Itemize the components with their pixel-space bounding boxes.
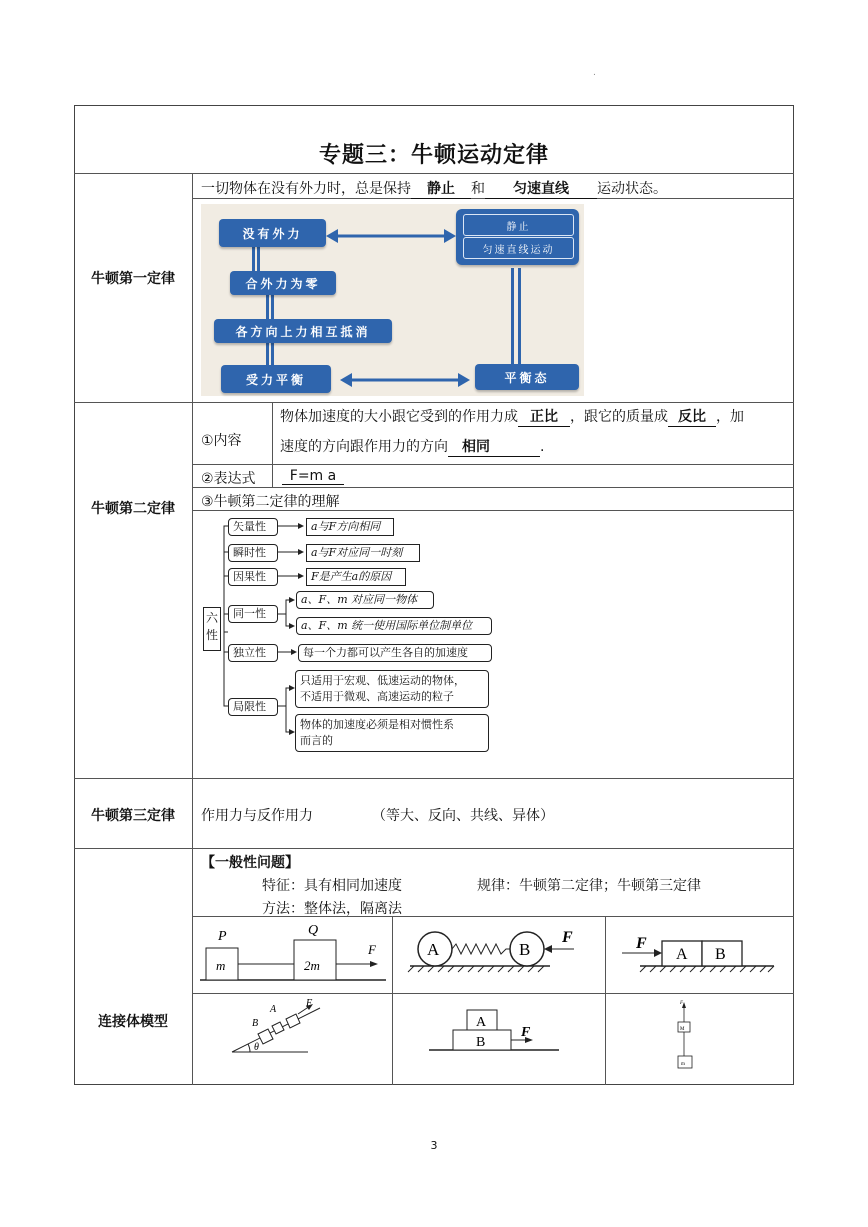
flow-connector bbox=[511, 268, 521, 364]
flow-equilibrium: 平衡态 bbox=[475, 364, 579, 390]
desc-limitation-2 bbox=[295, 714, 489, 752]
expression-label: ②表达式 bbox=[201, 471, 256, 487]
prop-instantaneous: 瞬时性 bbox=[228, 544, 278, 562]
page-title: 专题三：牛顿运动定律 bbox=[318, 143, 549, 168]
col-divider bbox=[272, 402, 273, 487]
prop-limitation: 局限性 bbox=[228, 698, 278, 716]
second-law-label: 牛顿第二定律 bbox=[91, 501, 175, 517]
six-properties-label: 六性 bbox=[203, 607, 221, 651]
connected-label: 连接体模型 bbox=[98, 1014, 168, 1030]
col-divider bbox=[392, 916, 393, 1085]
label-f: F bbox=[368, 942, 376, 957]
desc-causal: F是产生a的原因 bbox=[306, 568, 406, 586]
prop-causal: 因果性 bbox=[228, 568, 278, 586]
label-b: B bbox=[476, 1035, 486, 1050]
row-divider bbox=[193, 993, 794, 994]
flow-no-force: 没有外力 bbox=[219, 219, 326, 247]
double-arrow-icon bbox=[340, 370, 470, 390]
flow-connector bbox=[252, 246, 260, 272]
content-text: ，跟它的质量成 bbox=[570, 409, 668, 425]
understanding-label: ③牛顿第二定律的理解 bbox=[201, 494, 340, 510]
desc-limitation-1 bbox=[295, 670, 489, 708]
label-p: P bbox=[218, 929, 227, 944]
rule-text: 规律：牛顿第二定律；牛顿第三定律 bbox=[477, 878, 701, 894]
third-law-note: （等大、反向、共线、异体） bbox=[372, 808, 554, 824]
row-divider bbox=[74, 778, 794, 779]
prop-identity: 同一性 bbox=[228, 605, 278, 623]
page-number: 3 bbox=[430, 1139, 438, 1152]
desc-identity-1: a、F、m 对应同一物体 bbox=[296, 591, 434, 609]
desc-line: 物体的加速度必须是相对惯性系 bbox=[300, 718, 454, 731]
third-law-label: 牛顿第三定律 bbox=[91, 808, 175, 824]
blank-rest: 静止 bbox=[411, 178, 471, 199]
method-text: 方法：整体法，隔离法 bbox=[262, 901, 402, 917]
desc-identity-2: a、F、m 统一使用国际单位制单位 bbox=[296, 617, 492, 635]
content-line-2 bbox=[280, 436, 544, 457]
expression-value bbox=[282, 468, 344, 485]
desc-instantaneous: a与F对应同一时刻 bbox=[306, 544, 420, 562]
prop-independence: 独立性 bbox=[228, 644, 278, 662]
content-text: ，加 bbox=[716, 409, 744, 425]
desc-vector: a与F方向相同 bbox=[306, 518, 394, 536]
figure-pushed-blocks bbox=[610, 918, 790, 992]
col-divider bbox=[192, 173, 193, 1085]
row-divider bbox=[74, 402, 794, 403]
flow-connector bbox=[266, 294, 274, 320]
figure-stacked-blocks bbox=[425, 1000, 565, 1060]
label-a: A bbox=[476, 1015, 487, 1030]
label-top-mass: M bbox=[680, 1027, 685, 1032]
third-law-text: 作用力与反作用力 bbox=[201, 808, 313, 824]
label-q: Q bbox=[308, 923, 319, 938]
first-law-statement bbox=[201, 178, 667, 199]
figure-spring-blocks bbox=[400, 918, 600, 992]
label-bottom-mass: m bbox=[681, 1062, 685, 1067]
label-f: F bbox=[680, 1001, 684, 1006]
blank-inverse: 反比 bbox=[668, 406, 716, 427]
double-arrow-icon bbox=[326, 226, 456, 246]
flow-balanced: 受力平衡 bbox=[221, 365, 331, 393]
label-f: F bbox=[636, 935, 647, 952]
row-divider bbox=[193, 487, 794, 488]
feature-text: 特征：具有相同加速度 bbox=[262, 878, 402, 894]
label-a: A bbox=[427, 940, 440, 959]
flow-cancel: 各方向上力相互抵消 bbox=[214, 319, 392, 343]
label-f: F bbox=[306, 998, 313, 1009]
prop-vector: 矢量性 bbox=[228, 518, 278, 536]
general-heading: 【一般性问题】 bbox=[201, 855, 299, 871]
figure-incline bbox=[220, 996, 340, 1058]
label-b: B bbox=[252, 1018, 259, 1029]
blank-uniform: 匀速直线 bbox=[485, 178, 597, 199]
label-2m: 2m bbox=[304, 958, 320, 973]
label-m: m bbox=[216, 958, 226, 973]
desc-line: 不适用于微观、高速运动的粒子 bbox=[300, 690, 454, 703]
flow-state-rest: 静止 bbox=[463, 214, 574, 236]
statement-post: 运动状态。 bbox=[597, 181, 667, 197]
content-text: 速度的方向跟作用力的方向 bbox=[280, 439, 448, 455]
flow-state-uniform: 匀速直线运动 bbox=[463, 237, 574, 259]
figure-pq-blocks bbox=[196, 918, 390, 992]
label-theta: θ bbox=[254, 1042, 259, 1053]
col-divider bbox=[605, 916, 606, 1085]
row-divider bbox=[74, 173, 794, 174]
label-f: F bbox=[562, 929, 573, 946]
content-text: . bbox=[540, 439, 545, 455]
desc-line: 而言的 bbox=[300, 734, 333, 747]
statement-and: 和 bbox=[471, 181, 485, 197]
figure-hanging-blocks bbox=[670, 998, 700, 1074]
top-mark: . bbox=[593, 68, 596, 78]
flow-net-zero: 合外力为零 bbox=[230, 271, 336, 295]
content-line-1 bbox=[280, 406, 744, 427]
label-b: B bbox=[715, 946, 726, 963]
statement-pre: 一切物体在没有外力时，总是保持 bbox=[201, 181, 411, 197]
label-a: A bbox=[270, 1004, 277, 1015]
row-divider bbox=[193, 464, 794, 465]
desc-line: 只适用于宏观、低速运动的物体， bbox=[300, 674, 465, 687]
label-a: A bbox=[676, 946, 688, 963]
row-divider bbox=[74, 848, 794, 849]
blank-same: 相同 bbox=[448, 436, 540, 457]
content-text: 物体加速度的大小跟它受到的作用力成 bbox=[280, 409, 518, 425]
content-label: ①内容 bbox=[201, 433, 242, 449]
blank-direct: 正比 bbox=[518, 406, 570, 427]
label-b: B bbox=[519, 940, 531, 959]
expression-formula: F=m a bbox=[282, 468, 344, 485]
desc-independence: 每一个力都可以产生各自的加速度 bbox=[298, 644, 492, 662]
first-law-label: 牛顿第一定律 bbox=[91, 271, 175, 287]
label-f: F bbox=[521, 1025, 531, 1040]
